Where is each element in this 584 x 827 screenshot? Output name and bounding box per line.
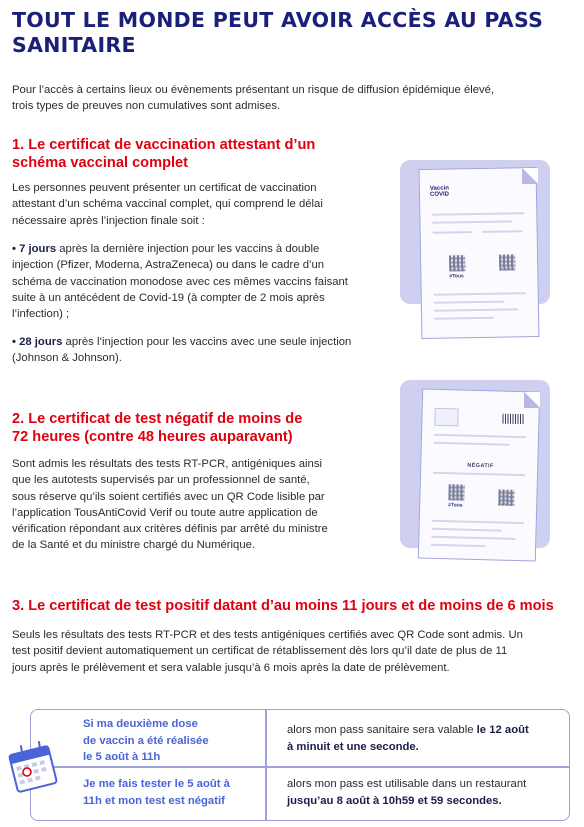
vaccin-covid-logo (430, 186, 449, 198)
example-line: le 5 août à 11h (83, 751, 161, 763)
bullet-line: suite à un antécédent de Covid-19 (à compter de 2 mois après (12, 291, 325, 304)
section1-line: nécessaire après l’injection finale soit : (12, 214, 205, 227)
example-line: de vaccin a été réalisée (83, 734, 209, 747)
example-row2-condition (83, 776, 230, 809)
section2-line: de la Santé et du ministre chargé du Numérique. (12, 539, 256, 552)
example-line: Je me fais tester le 5 août à (83, 778, 230, 790)
section1-heading-line: 1. Le certificat de vaccination attestant d’un (12, 137, 316, 153)
bullet-line (12, 334, 392, 350)
qr-code-icon (448, 484, 464, 500)
bullet-line (12, 241, 382, 257)
example-line (287, 722, 563, 739)
section1-heading-line: schéma vaccinal complet (12, 155, 189, 171)
section3-heading: 3. Le certificat de test positif datant d’au moins 11 jours et de moins de 6 mois (12, 598, 554, 614)
section3-line: Seuls les résultats des tests RT-PCR et des tests antigéniques certifiés avec QR Code sont admis. Un (12, 629, 523, 641)
section3-paragraph (12, 627, 578, 676)
section2-heading (12, 410, 302, 446)
section1-line: Les personnes peuvent présenter un certificat de vaccination (12, 182, 317, 194)
example-line: 11h et mon test est négatif (83, 794, 225, 807)
qr-code-icon (499, 254, 515, 270)
example-line (287, 793, 563, 810)
section1-line: attestant d’un schéma vaccinal complet, qui comprend le délai (12, 198, 323, 211)
example-bold: le 12 août (476, 724, 529, 736)
page-title-line: TOUT LE MONDE PEUT AVOIR ACCÈS AU PASS (12, 8, 544, 32)
example-row1-result (287, 722, 563, 755)
example-row1-condition (83, 716, 209, 766)
section2-heading-line: 2. Le certificat de test négatif de moins de (12, 411, 303, 427)
intro-line: trois types de preuves non cumulatives sont admises. (12, 100, 281, 112)
bullet-line: (Johnson & Johnson). (12, 352, 122, 365)
section2-line: l’application TousAntiCovid Verif ou toute autre application de (12, 506, 318, 519)
section2-heading-line: 72 heures (contre 48 heures auparavant) (12, 429, 293, 445)
intro-paragraph (12, 82, 574, 114)
bullet-text: après la dernière injection pour les vaccins à double (56, 243, 320, 255)
logo-text: Vaccin (429, 185, 449, 192)
negative-test-document (418, 388, 540, 561)
section2-line: que les autotests supervisés par un professionnel de santé, (12, 474, 310, 487)
section2-line: vérification répondant aux critères définis par arrêté du ministre (12, 523, 328, 536)
section3-line: test positif devient automatiquement un certificat de rétablissement dès lors qu’il date de plus de 11 (12, 645, 508, 658)
page-fold-icon (522, 168, 538, 184)
section2-paragraph (12, 456, 387, 554)
section2-line: Sont admis les résultats des tests RT-PCR, antigéniques ainsi (12, 458, 322, 470)
page-title (12, 8, 572, 58)
example-row2-result (287, 776, 563, 809)
page-title-line: SANITAIRE (12, 33, 136, 57)
section1-bullet-7-days (12, 241, 382, 322)
negative-label: NÉGATIF (467, 462, 494, 470)
tous-tag: #Tous (449, 273, 464, 280)
example-line: alors mon pass est utilisable dans un restaurant (287, 778, 527, 790)
bullet-line: schéma de vaccination monodose avec ces mêmes vaccins faisant (12, 275, 348, 288)
tous-tag: #Tous (448, 502, 463, 509)
example-text: alors mon pass sanitaire sera valable (287, 724, 477, 736)
vaccination-certificate-document (419, 167, 540, 339)
qr-code-icon (498, 490, 514, 506)
bullet-text: après l’injection pour les vaccins avec une seule injection (62, 336, 352, 348)
example-bold: jusqu’au 8 août à 10h59 et 59 secondes. (287, 794, 502, 807)
example-bold: à minuit et une seconde. (287, 740, 419, 753)
bullet-line: l’infection) ; (12, 308, 70, 321)
section1-bullet-28-days (12, 334, 392, 367)
section1-paragraph (12, 180, 382, 229)
section1-heading (12, 136, 315, 172)
qr-code-icon (449, 255, 465, 271)
intro-line: Pour l’accès à certains lieux ou évènements présentant un risque de diffusion épidémique élevé, (12, 84, 495, 96)
page-fold-icon (524, 392, 540, 408)
bullet-bold: • 7 jours (12, 243, 57, 255)
section3-line: jours après le prélèvement et sera valable jusqu’à 6 mois après la date de prélèvement. (12, 661, 450, 674)
section2-line: sous réserve qu’ils soient certifiés avec un QR Code lisible par (12, 490, 325, 503)
barcode-icon (502, 414, 524, 425)
logo-text: COVID (429, 191, 450, 198)
calendar-icon (5, 740, 63, 794)
example-table (30, 709, 570, 821)
bullet-line: injection (Pfizer, Moderna, AstraZeneca) ou dans le cadre d’un (12, 259, 325, 272)
example-line: Si ma deuxième dose (83, 718, 198, 730)
example-line (287, 739, 563, 756)
bullet-bold: • 28 jours (12, 336, 63, 348)
